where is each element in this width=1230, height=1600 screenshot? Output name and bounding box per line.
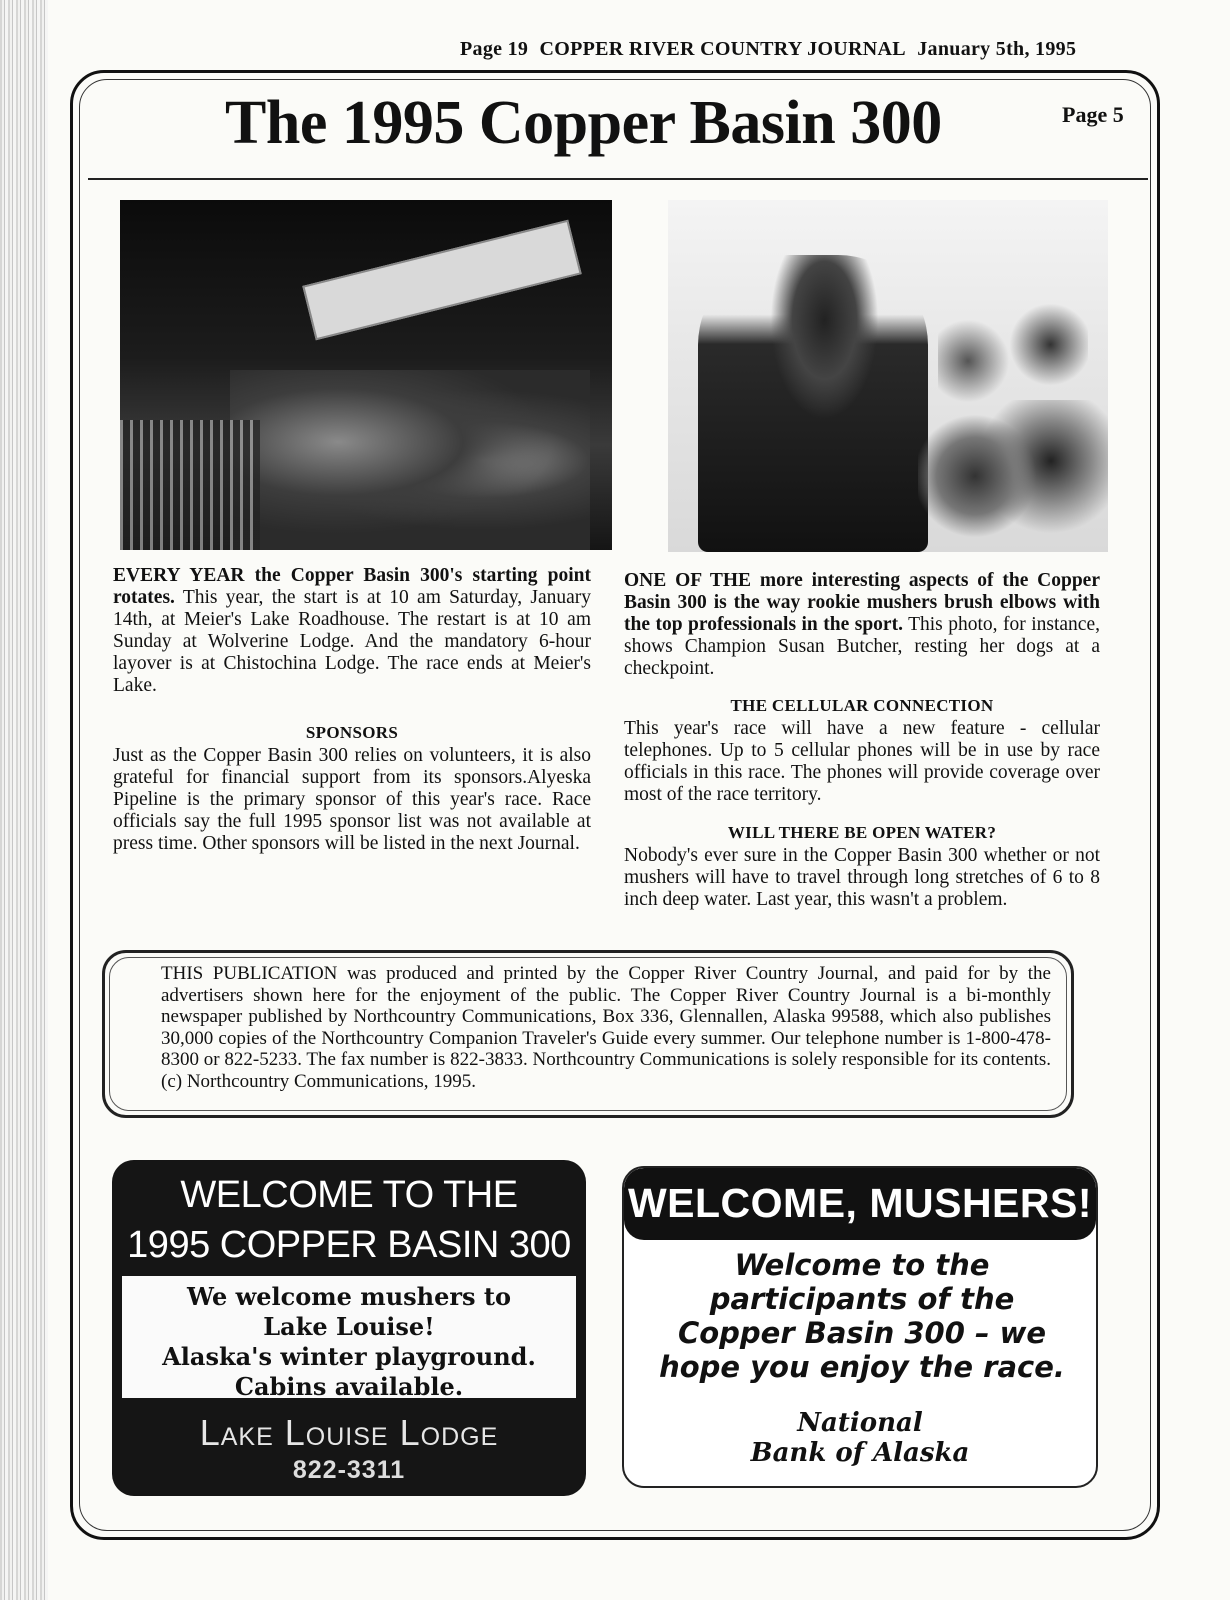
open-water-article [624,822,1100,911]
page-title: The 1995 Copper Basin 300 [225,89,942,157]
bank-welcome-ad [622,1166,1098,1488]
lodge-ad-line-3: Alaska's winter playground. [162,1342,536,1371]
lodge-ad-line-1: We welcome mushers to [187,1282,511,1311]
running-header [460,38,1160,61]
open-water-body: Nobody's ever sure in the Copper Basin 300 whether or not mushers will have to travel through long stretches of 6 to 8 inch deep water. Last year, this wasn't a problem. [624,845,1100,910]
lodge-name: Lake Louise Lodge [199,1412,499,1453]
cellular-body: This year's race will have a new feature - cellular telephones. Up to 5 cellular phones will be in use by race officials in this race. The phones will provide coverage over most of the race territory. [624,718,1100,805]
bank-ad-headline: WELCOME, MUSHERS! [624,1168,1096,1240]
lodge-ad-line-2: Lake Louise! [263,1312,435,1341]
right-photo-caption [624,570,1100,680]
masthead-rule [88,178,1148,180]
running-paper-name: COPPER RIVER COUNTRY JOURNAL [539,38,906,60]
lake-louise-lodge-ad [112,1160,586,1496]
right-caption-body: This photo, for instance, shows Champion Susan Butcher, resting her dogs at a checkpoint. [624,614,1100,679]
sponsors-body: Just as the Copper Basin 300 relies on volunteers, it is also grateful for financial support from its sponsors.Alyeska Pipeline is the primary sponsor of this year's race. Race officials say the full 1995 sponsor list was not available at press time. Other sponsors will be listed in the next Journal. [113,745,591,854]
sponsors-article [113,722,591,855]
right-caption-lead: ONE OF THE more interesting aspects of the Copper Basin 300 is the way rookie mushers brush elbows with the top professionals in the sport. [624,570,1100,635]
open-water-heading: WILL THERE BE OPEN WATER? [727,823,997,842]
lodge-ad-headline-1: WELCOME TO THE [180,1174,518,1216]
cellular-article [624,695,1100,806]
left-caption-body: This year, the start is at 10 am Saturday, January 14th, at Meier's Lake Roadhouse. The restart is at 10 am Sunday at Wolverine Lodge. And the mandatory 6-hour layover is at Chistochina Lodge. The race ends at Meier's Lake. [113,587,591,696]
running-page: Page 19 [460,38,529,60]
publication-notice-text: THIS PUBLICATION was produced and printed by the Copper River Country Journal, and paid for by the advertisers shown here for the enjoyment of the public. The Copper River Country Journal is a bi-monthly newspaper published by Northcountry Communications, Box 336, Glennallen, Alaska 99588, which also publishes 30,000 copies of the Northcountry Companion Traveler's Guide every summer. Our telephone number is 1-800-478-8300 or 822-5233. The fax number is 822-3833. Northcountry Communications is solely responsible for its contents. (c) Northcountry Communications, 1995. [161,963,1051,1092]
bank-ad-body [638,1248,1086,1384]
scan-edge [0,0,48,1600]
inner-page-number: Page 5 [1062,102,1124,127]
bank-ad-line-2: participants of the [709,1282,1015,1316]
musher-with-dogs-photo [668,200,1108,552]
left-caption-lead: EVERY YEAR the Copper Basin 300's starting point rotates. [113,565,591,608]
lodge-ad-body [122,1276,576,1401]
running-date: January 5th, 1995 [917,38,1077,60]
bank-ad-line-3: Copper Basin 300 – we [677,1316,1047,1350]
lodge-phone: 822-3311 [292,1456,406,1484]
bank-ad-line-1: Welcome to the [734,1248,990,1282]
bank-logo-line-2: Bank of Alaska [750,1438,970,1468]
bank-logo-line-1: National [797,1408,923,1438]
cellular-heading: THE CELLULAR CONNECTION [730,696,994,715]
sponsors-heading: SPONSORS [305,723,399,742]
lodge-ad-line-4: Cabins available. [234,1372,464,1401]
lodge-ad-headline [112,1170,586,1270]
start-line-crowd-photo [120,200,612,550]
lodge-ad-headline-2: 1995 COPPER BASIN 300 [127,1224,571,1266]
left-photo-caption [113,565,591,697]
publication-notice-box [102,950,1074,1118]
bank-ad-line-4: hope you enjoy the race. [659,1350,1065,1384]
